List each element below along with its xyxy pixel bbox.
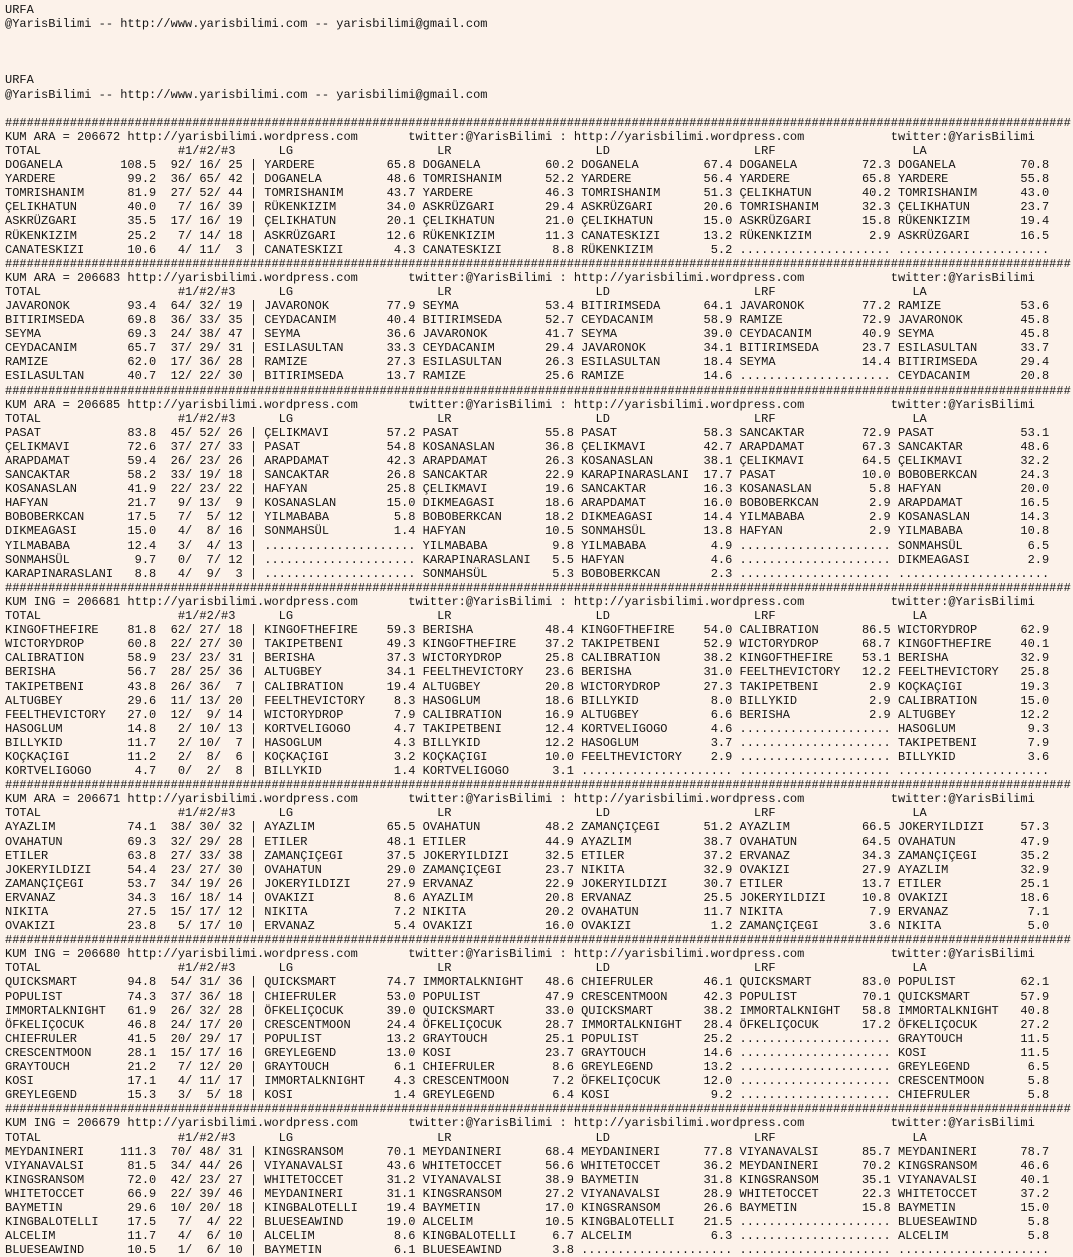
data-row: SONMAHSÜL 9.7 0/ 7/ 12 | ..................... KARAPINARASLANI 5.5 HAFYAN 4.6 ..................... DIKMEAGASI 2.9 [5, 552, 1050, 567]
data-row: BITIRIMSEDA 69.8 36/ 33/ 35 | CEYDACANIM 40.4 BITIRIMSEDA 52.7 CEYDACANIM 58.9 RAMIZE 72.9 JAVARONOK 45.8 [5, 313, 1050, 328]
data-row: PASAT 83.8 45/ 52/ 26 | ÇELIKMAVI 57.2 PASAT 55.8 PASAT 58.3 SANCAKTAR 72.9 PASAT 53.1 [5, 425, 1050, 440]
blank-line [5, 31, 1073, 45]
data-row: ZAMANÇIÇEGI 53.7 34/ 19/ 26 | JOKERYILDIZI 27.9 ERVANAZ 22.9 JOKERYILDIZI 30.7 ETILER 13.7 ETILER 25.1 [5, 876, 1050, 891]
data-row: MEYDANINERI 111.3 70/ 48/ 31 | KINGSRANSOM 70.1 MEYDANINERI 68.4 MEYDANINERI 77.8 VIYANAVALSI 85.7 MEYDANINERI 78.7 [5, 1144, 1050, 1159]
data-row: SEYMA 69.3 24/ 38/ 47 | SEYMA 36.6 JAVARONOK 41.7 SEYMA 39.0 CEYDACANIM 40.9 SEYMA 45.8 [5, 327, 1050, 342]
data-row: BLUESEAWIND 10.5 1/ 6/ 10 | BAYMETIN 6.1 BLUESEAWIND 3.8 ..................... ..................... ..................... [5, 1243, 1050, 1257]
data-row: CEYDACANIM 65.7 37/ 29/ 31 | ESILASULTAN 33.3 CEYDACANIM 29.4 JAVARONOK 34.1 BITIRIMSEDA 23.7 ESILASULTAN 33.7 [5, 341, 1050, 356]
blank-line [5, 45, 1073, 59]
data-row: KOSI 17.1 4/ 11/ 17 | IMMORTALKNIGHT 4.3 CRESCENTMOON 7.2 ÖFKELIÇOCUK 12.0 ..................... CRESCENTMOON 5.8 [5, 1074, 1050, 1089]
data-row: ESILASULTAN 40.7 12/ 22/ 30 | BITIRIMSEDA 13.7 RAMIZE 25.6 RAMIZE 14.6 ..................... CEYDACANIM 20.8 [5, 369, 1050, 384]
data-row: ARAPDAMAT 59.4 26/ 23/ 26 | ARAPDAMAT 42.3 ARAPDAMAT 26.3 KOSANASLAN 38.1 ÇELIKMAVI 64.5 ÇELIKMAVI 32.2 [5, 454, 1050, 468]
separator-line: #################################################################################################################################################### [5, 256, 1071, 271]
data-row: RAMIZE 62.0 17/ 36/ 28 | RAMIZE 27.3 ESILASULTAN 26.3 ESILASULTAN 18.4 SEYMA 14.4 BITIRIMSEDA 29.4 [5, 355, 1050, 370]
data-row: DOGANELA 108.5 92/ 16/ 25 | YARDERE 65.8 DOGANELA 60.2 DOGANELA 67.4 DOGANELA 72.3 DOGANELA 70.8 [5, 158, 1050, 173]
data-row: GREYLEGEND 15.3 3/ 5/ 18 | KOSI 1.4 GREYLEGEND 6.4 KOSI 9.2 ..................... CHIEFRULER 5.8 [5, 1088, 1050, 1103]
data-row: YARDERE 99.2 36/ 65/ 42 | DOGANELA 48.6 TOMRISHANIM 52.2 YARDERE 56.4 YARDERE 65.8 YARDERE 55.8 [5, 172, 1050, 187]
data-row: HASOGLUM 14.8 2/ 10/ 13 | KORTVELIGOGO 4.7 TAKIPETBENI 12.4 KORTVELIGOGO 4.6 ..................... HASOGLUM 9.3 [5, 721, 1050, 736]
contact-line: @YarisBilimi -- http://www.yarisbilimi.com -- yarisbilimi@gmail.com [5, 17, 488, 32]
data-row: DIKMEAGASI 15.0 4/ 8/ 16 | SONMAHSÜL 1.4 HAFYAN 10.5 SONMAHSÜL 13.8 HAFYAN 2.9 YILMABABA 10.8 [5, 524, 1050, 539]
data-row: HAFYAN 21.7 9/ 13/ 9 | KOSANASLAN 15.0 DIKMEAGASI 18.6 ARAPDAMAT 16.0 BOBOBERKCAN 2.9 ARAPDAMAT 16.5 [5, 496, 1050, 511]
data-row: ETILER 63.8 27/ 33/ 38 | ZAMANÇIÇEGI 37.5 JOKERYILDIZI 32.5 ETILER 37.2 ERVANAZ 34.3 ZAMANÇIÇEGI 35.2 [5, 848, 1050, 863]
separator-line: #################################################################################################################################################### [5, 778, 1071, 793]
data-row: ÇELIKHATUN 40.0 7/ 16/ 39 | RÜKENKIZIM 34.0 ASKRÜZGARI 29.4 ASKRÜZGARI 20.6 TOMRISHANIM 32.3 ÇELIKHATUN 23.7 [5, 200, 1050, 215]
data-row: CRESCENTMOON 28.1 15/ 17/ 16 | GREYLEGEND 13.0 KOSI 23.7 GRAYTOUCH 14.6 ..................... KOSI 11.5 [5, 1045, 1050, 1060]
page-title: URFA [5, 3, 34, 17]
data-row: BERISHA 56.7 28/ 25/ 36 | ALTUGBEY 34.1 FEELTHEVICTORY 23.6 BERISHA 31.0 FEELTHEVICTORY 12.2 FEELTHEVICTORY 25.8 [5, 665, 1050, 680]
page-title: URFA [5, 73, 34, 88]
section-header-line: KUM ING = 206679 http://yarisbilimi.wordpress.com twitter:@YarisBilimi : http://yarisbilimi.wordpress.com twitter:@YarisBilimi [5, 1116, 1035, 1131]
column-header-line: TOTAL #1/#2/#3 LG LR LD LRF LA [5, 961, 1071, 976]
contact-line: @YarisBilimi -- http://www.yarisbilimi.com -- yarisbilimi@gmail.com [5, 87, 488, 102]
data-row: SANCAKTAR 58.2 33/ 19/ 18 | SANCAKTAR 26.8 SANCAKTAR 22.9 KARAPINARASLANI 17.7 PASAT 10.0 BOBOBERKCAN 24.3 [5, 468, 1050, 483]
data-row: KOSANASLAN 41.9 22/ 23/ 22 | HAFYAN 25.8 ÇELIKMAVI 19.6 SANCAKTAR 16.3 KOSANASLAN 5.8 HAFYAN 20.0 [5, 482, 1050, 497]
data-row: CANATESKIZI 10.6 4/ 11/ 3 | CANATESKIZI 4.3 CANATESKIZI 8.8 RÜKENKIZIM 5.2 ..................... ..................... [5, 242, 1050, 257]
separator-line: #################################################################################################################################################### [5, 1102, 1071, 1117]
data-row: ÇELIKMAVI 72.6 37/ 27/ 33 | PASAT 54.8 KOSANASLAN 36.8 ÇELIKMAVI 42.7 ARAPDAMAT 67.3 SANCAKTAR 48.6 [5, 439, 1050, 454]
separator-line: #################################################################################################################################################### [5, 580, 1071, 595]
data-row: CHIEFRULER 41.5 20/ 29/ 17 | POPULIST 13.2 GRAYTOUCH 25.1 POPULIST 25.2 ..................... GRAYTOUCH 11.5 [5, 1031, 1050, 1046]
data-row: BAYMETIN 29.6 10/ 20/ 18 | KINGBALOTELLI 19.4 BAYMETIN 17.0 KINGSRANSOM 26.6 BAYMETIN 15.8 BAYMETIN 15.0 [5, 1200, 1050, 1215]
data-row: KINGBALOTELLI 17.5 7/ 4/ 22 | BLUESEAWIND 19.0 ALCELIM 10.5 KINGBALOTELLI 21.5 ..................... BLUESEAWIND 5.8 [5, 1215, 1050, 1230]
section-header-line: KUM ARA = 206671 http://yarisbilimi.wordpress.com twitter:@YarisBilimi : http://yarisbilimi.wordpress.com twitter:@YarisBilimi [5, 792, 1035, 807]
data-row: TAKIPETBENI 43.8 26/ 36/ 7 | CALIBRATION 19.4 ALTUGBEY 20.8 WICTORYDROP 27.3 TAKIPETBENI 2.9 KOÇKAÇIGI 19.3 [5, 679, 1050, 694]
data-row: KARAPINARASLANI 8.8 4/ 9/ 3 | ..................... SONMAHSÜL 5.3 BOBOBERKCAN 2.3 ..................... ..................... [5, 566, 1050, 581]
data-row: KINGSRANSOM 72.0 42/ 23/ 27 | WHITETOCCET 31.2 VIYANAVALSI 38.9 BAYMETIN 31.8 KINGSRANSOM 35.1 VIYANAVALSI 40.1 [5, 1172, 1050, 1187]
separator-line: #################################################################################################################################################### [5, 383, 1071, 398]
column-header-line: TOTAL #1/#2/#3 LG LR LD LRF LA [5, 143, 1071, 158]
data-row: JOKERYILDIZI 54.4 23/ 27/ 30 | OVAHATUN 29.0 ZAMANÇIÇEGI 23.7 NIKITA 32.9 OVAKIZI 27.9 AYAZLIM 32.9 [5, 862, 1050, 877]
data-row: JAVARONOK 93.4 64/ 32/ 19 | JAVARONOK 77.9 SEYMA 53.4 BITIRIMSEDA 64.1 JAVARONOK 77.2 RAMIZE 53.6 [5, 298, 1050, 313]
data-row: NIKITA 27.5 15/ 17/ 12 | NIKITA 7.2 NIKITA 20.2 OVAHATUN 11.7 NIKITA 7.9 ERVANAZ 7.1 [5, 905, 1050, 919]
data-row: ASKRÜZGARI 35.5 17/ 16/ 19 | ÇELIKHATUN 20.1 ÇELIKHATUN 21.0 ÇELIKHATUN 15.0 ASKRÜZGARI 15.8 RÜKENKIZIM 19.4 [5, 214, 1050, 229]
data-row: VIYANAVALSI 81.5 34/ 44/ 26 | VIYANAVALSI 43.6 WHITETOCCET 56.6 WHITETOCCET 36.2 MEYDANINERI 70.2 KINGSRANSOM 46.6 [5, 1158, 1050, 1173]
section-header-line: KUM ARA = 206685 http://yarisbilimi.wordpress.com twitter:@YarisBilimi : http://yarisbilimi.wordpress.com twitter:@YarisBilimi [5, 397, 1035, 412]
blank-line [5, 102, 1073, 116]
data-row: RÜKENKIZIM 25.2 7/ 14/ 18 | ASKRÜZGARI 12.6 RÜKENKIZIM 11.3 CANATESKIZI 13.2 RÜKENKIZIM 2.9 ASKRÜZGARI 16.5 [5, 228, 1050, 243]
data-row: ALTUGBEY 29.6 11/ 13/ 20 | FEELTHEVICTORY 8.3 HASOGLUM 18.6 BILLYKID 8.0 BILLYKID 2.9 CALIBRATION 15.0 [5, 693, 1050, 708]
blank-line [5, 59, 1073, 73]
separator-line: #################################################################################################################################################### [5, 933, 1071, 948]
data-row: KINGOFTHEFIRE 81.8 62/ 27/ 18 | KINGOFTHEFIRE 59.3 BERISHA 48.4 KINGOFTHEFIRE 54.0 CALIBRATION 86.5 WICTORYDROP 62.9 [5, 623, 1050, 638]
data-row: OVAHATUN 69.3 32/ 29/ 28 | ETILER 48.1 ETILER 44.9 AYAZLIM 38.7 OVAHATUN 64.5 OVAHATUN 47.9 [5, 834, 1050, 849]
data-row: ALCELIM 11.7 4/ 6/ 10 | ALCELIM 8.6 KINGBALOTELLI 6.7 ALCELIM 6.3 ..................... ALCELIM 5.8 [5, 1229, 1050, 1244]
section-header-line: KUM ING = 206680 http://yarisbilimi.wordpress.com twitter:@YarisBilimi : http://yarisbilimi.wordpress.com twitter:@YarisBilimi [5, 947, 1035, 962]
section-header-line: KUM ING = 206681 http://yarisbilimi.wordpress.com twitter:@YarisBilimi : http://yarisbilimi.wordpress.com twitter:@YarisBilimi [5, 594, 1035, 609]
data-row: YILMABABA 12.4 3/ 4/ 13 | ..................... YILMABABA 9.8 YILMABABA 4.9 ..................... SONMAHSÜL 6.5 [5, 538, 1050, 553]
data-row: WICTORYDROP 60.8 22/ 27/ 30 | TAKIPETBENI 49.3 KINGOFTHEFIRE 37.2 TAKIPETBENI 52.9 WICTORYDROP 68.7 KINGOFTHEFIRE 40.1 [5, 637, 1050, 652]
data-row: BILLYKID 11.7 2/ 10/ 7 | HASOGLUM 4.3 BILLYKID 12.2 HASOGLUM 3.7 ..................... TAKIPETBENI 7.9 [5, 735, 1050, 750]
data-row: KORTVELIGOGO 4.7 0/ 2/ 8 | BILLYKID 1.4 KORTVELIGOGO 3.1 ..................... ..................... ..................... [5, 764, 1050, 779]
column-header-line: TOTAL #1/#2/#3 LG LR LD LRF LA [5, 1130, 1071, 1145]
data-row: OVAKIZI 23.8 5/ 17/ 10 | ERVANAZ 5.4 OVAKIZI 16.0 OVAKIZI 1.2 ZAMANÇIÇEGI 3.6 NIKITA 5.0 [5, 919, 1050, 934]
section-header-line: KUM ARA = 206672 http://yarisbilimi.wordpress.com twitter:@YarisBilimi : http://yarisbilimi.wordpress.com twitter:@YarisBilimi [5, 129, 1035, 144]
data-row: WHITETOCCET 66.9 22/ 39/ 46 | MEYDANINERI 31.1 KINGSRANSOM 27.2 VIYANAVALSI 28.9 WHITETOCCET 22.3 WHITETOCCET 37.2 [5, 1186, 1050, 1201]
data-row: QUICKSMART 94.8 54/ 31/ 36 | QUICKSMART 74.7 IMMORTALKNIGHT 48.6 CHIEFRULER 46.1 QUICKSMART 83.0 POPULIST 62.1 [5, 975, 1050, 990]
data-row: GRAYTOUCH 21.2 7/ 12/ 20 | GRAYTOUCH 6.1 CHIEFRULER 8.6 GREYLEGEND 13.2 ..................... GREYLEGEND 6.5 [5, 1060, 1050, 1075]
column-header-line: TOTAL #1/#2/#3 LG LR LD LRF LA [5, 806, 1071, 821]
data-row: AYAZLIM 74.1 38/ 30/ 32 | AYAZLIM 65.5 OVAHATUN 48.2 ZAMANÇIÇEGI 51.2 AYAZLIM 66.5 JOKERYILDIZI 57.3 [5, 820, 1050, 835]
data-row: TOMRISHANIM 81.9 27/ 52/ 44 | TOMRISHANIM 43.7 YARDERE 46.3 TOMRISHANIM 51.3 ÇELIKHATUN 40.2 TOMRISHANIM 43.0 [5, 186, 1050, 201]
data-row: IMMORTALKNIGHT 61.9 26/ 32/ 28 | ÖFKELIÇOCUK 39.0 QUICKSMART 33.0 QUICKSMART 38.2 IMMORTALKNIGHT 58.8 IMMORTALKNIGHT 40.8 [5, 1003, 1050, 1018]
data-row: BOBOBERKCAN 17.5 7/ 5/ 12 | YILMABABA 5.8 BOBOBERKCAN 18.2 DIKMEAGASI 14.4 YILMABABA 2.9 KOSANASLAN 14.3 [5, 510, 1050, 525]
data-row: POPULIST 74.3 37/ 36/ 18 | CHIEFRULER 53.0 POPULIST 47.9 CRESCENTMOON 42.3 POPULIST 70.1 QUICKSMART 57.9 [5, 989, 1050, 1004]
data-row: ÖFKELIÇOCUK 46.8 24/ 17/ 20 | CRESCENTMOON 24.4 ÖFKELIÇOCUK 28.7 IMMORTALKNIGHT 28.4 ÖFKELIÇOCUK 17.2 ÖFKELIÇOCUK 27.2 [5, 1017, 1050, 1032]
column-header-line: TOTAL #1/#2/#3 LG LR LD LRF LA [5, 284, 1071, 299]
data-row: FEELTHEVICTORY 27.0 12/ 9/ 14 | WICTORYDROP 7.9 CALIBRATION 16.9 ALTUGBEY 6.6 BERISHA 2.9 ALTUGBEY 12.2 [5, 707, 1050, 722]
data-row: KOÇKAÇIGI 11.2 2/ 8/ 6 | KOÇKAÇIGI 3.2 KOÇKAÇIGI 10.0 FEELTHEVICTORY 2.9 ..................... BILLYKID 3.6 [5, 749, 1050, 764]
section-header-line: KUM ARA = 206683 http://yarisbilimi.wordpress.com twitter:@YarisBilimi : http://yarisbilimi.wordpress.com twitter:@YarisBilimi [5, 270, 1035, 285]
separator-line: #################################################################################################################################################### [5, 115, 1071, 130]
column-header-line: TOTAL #1/#2/#3 LG LR LD LRF LA [5, 609, 1071, 624]
data-row: CALIBRATION 58.9 23/ 23/ 31 | BERISHA 37.3 WICTORYDROP 25.8 CALIBRATION 38.2 KINGOFTHEFIRE 53.1 BERISHA 32.9 [5, 651, 1050, 666]
data-row: ERVANAZ 34.3 16/ 18/ 14 | OVAKIZI 8.6 AYAZLIM 20.8 ERVANAZ 25.5 JOKERYILDIZI 10.8 OVAKIZI 18.6 [5, 890, 1050, 905]
column-header-line: TOTAL #1/#2/#3 LG LR LD LRF LA [5, 411, 1071, 426]
